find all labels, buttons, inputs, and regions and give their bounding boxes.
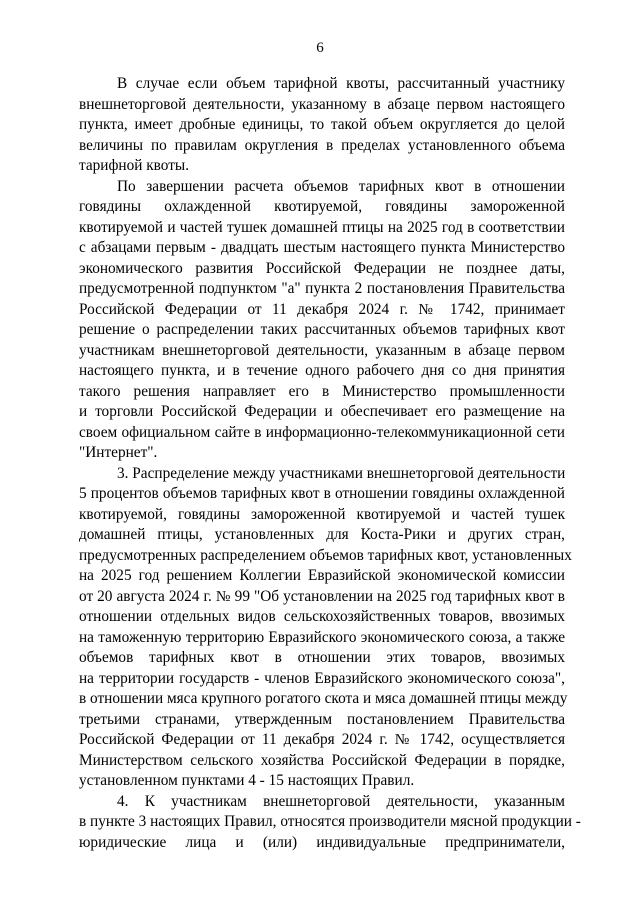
text-line: от 20 августа 2024 г. № 99 "Об установлении на 2025 год тарифных квот в [79, 587, 565, 605]
text-line: Министерством сельского хозяйства Российской Федерации в порядке, [79, 751, 565, 769]
text-line: В случае если объем тарифной квоты, рассчитанный участнику [117, 75, 565, 92]
text-line: и торговли Российской Федерации и обеспечивает его размещение на [79, 403, 565, 420]
text-line: на территории государств - членов Евразийского экономического союза", [79, 669, 565, 687]
document-body [79, 74, 581, 853]
text-line: Российской Федерации от 11 декабря 2024 г. № 1742, осуществляется [79, 731, 565, 748]
text-line: своем официальном сайте в информационно-телекоммуникационной сети [79, 423, 565, 441]
text-line: пункта, имеет дробные единицы, то такой объем округляется до целой [79, 116, 565, 133]
text-line: с абзацами первым - двадцать шестым настоящего пункта Министерство [79, 239, 565, 256]
text-line: Российской Федерации от 11 декабря 2024 г. № 1742, принимает [79, 300, 565, 318]
text-line: "Интернет". [79, 444, 158, 461]
text-line: юридические лица и (или) индивидуальные предприниматели, [79, 833, 565, 851]
text-line: решение о распределении таких рассчитанных объемов тарифных квот [79, 321, 565, 338]
paragraph [79, 464, 572, 792]
text-line: квотируемой, говядины замороженной квотируемой и частей тушек [79, 505, 565, 523]
text-line: говядины охлажденной квотируемой, говядины замороженной [79, 198, 565, 215]
text-line: домашней птицы, установленных для Коста-Рики и других стран, [79, 526, 565, 543]
text-line: тарифной квоты. [79, 157, 190, 174]
text-line: в отношении мяса крупного рогатого скота и мяса домашней птицы между [79, 690, 568, 707]
text-line: 5 процентов объемов тарифных квот в отношении говядины охлажденной [79, 485, 565, 502]
text-line: отношении отдельных видов сельскохозяйственных товаров, ввозимых [79, 608, 565, 625]
paragraph [79, 792, 581, 854]
text-line: на 2025 год решением Коллегии Евразийской экономической комиссии [79, 567, 565, 584]
text-line: на таможенную территорию Евразийского экономического союза, а также [79, 628, 565, 646]
text-line: третьими странами, утвержденным постановлением Правительства [79, 710, 565, 728]
paragraph [79, 74, 565, 177]
text-line: в пункте 3 настоящих Правил, относятся производители мясной продукции - [79, 813, 581, 830]
text-line: По завершении расчета объемов тарифных квот в отношении [117, 177, 565, 195]
text-line: величины по правилам округления в пределах установленного объема [79, 136, 565, 154]
text-line: такого решения направляет его в Министерство промышленности [79, 382, 565, 400]
paragraph [79, 177, 565, 464]
text-line: установленном пунктами 4 - 15 настоящих Правил. [79, 772, 415, 789]
text-line: 4. К участникам внешнеторговой деятельности, указанным [117, 792, 565, 810]
text-line: предусмотренной подпунктом "а" пункта 2 постановления Правительства [79, 280, 565, 297]
text-line: настоящего пункта, и в течение одного рабочего дня со дня принятия [79, 362, 565, 379]
text-line: экономического развития Российской Федерации не позднее даты, [79, 259, 565, 277]
text-line: квотируемой и частей тушек домашней птицы на 2025 год в соответствии [79, 218, 565, 236]
page-number: 6 [316, 40, 324, 56]
text-line: участникам внешнеторговой деятельности, указанным в абзаце первом [79, 341, 565, 359]
text-line: объемов тарифных квот в отношении этих товаров, ввозимых [79, 649, 565, 666]
text-line: внешнеторговой деятельности, указанному в абзаце первом настоящего [79, 95, 565, 113]
text-line: 3. Распределение между участниками внешнеторговой деятельности [117, 464, 566, 482]
text-line: предусмотренных распределением объемов тарифных квот, установленных [79, 546, 572, 564]
